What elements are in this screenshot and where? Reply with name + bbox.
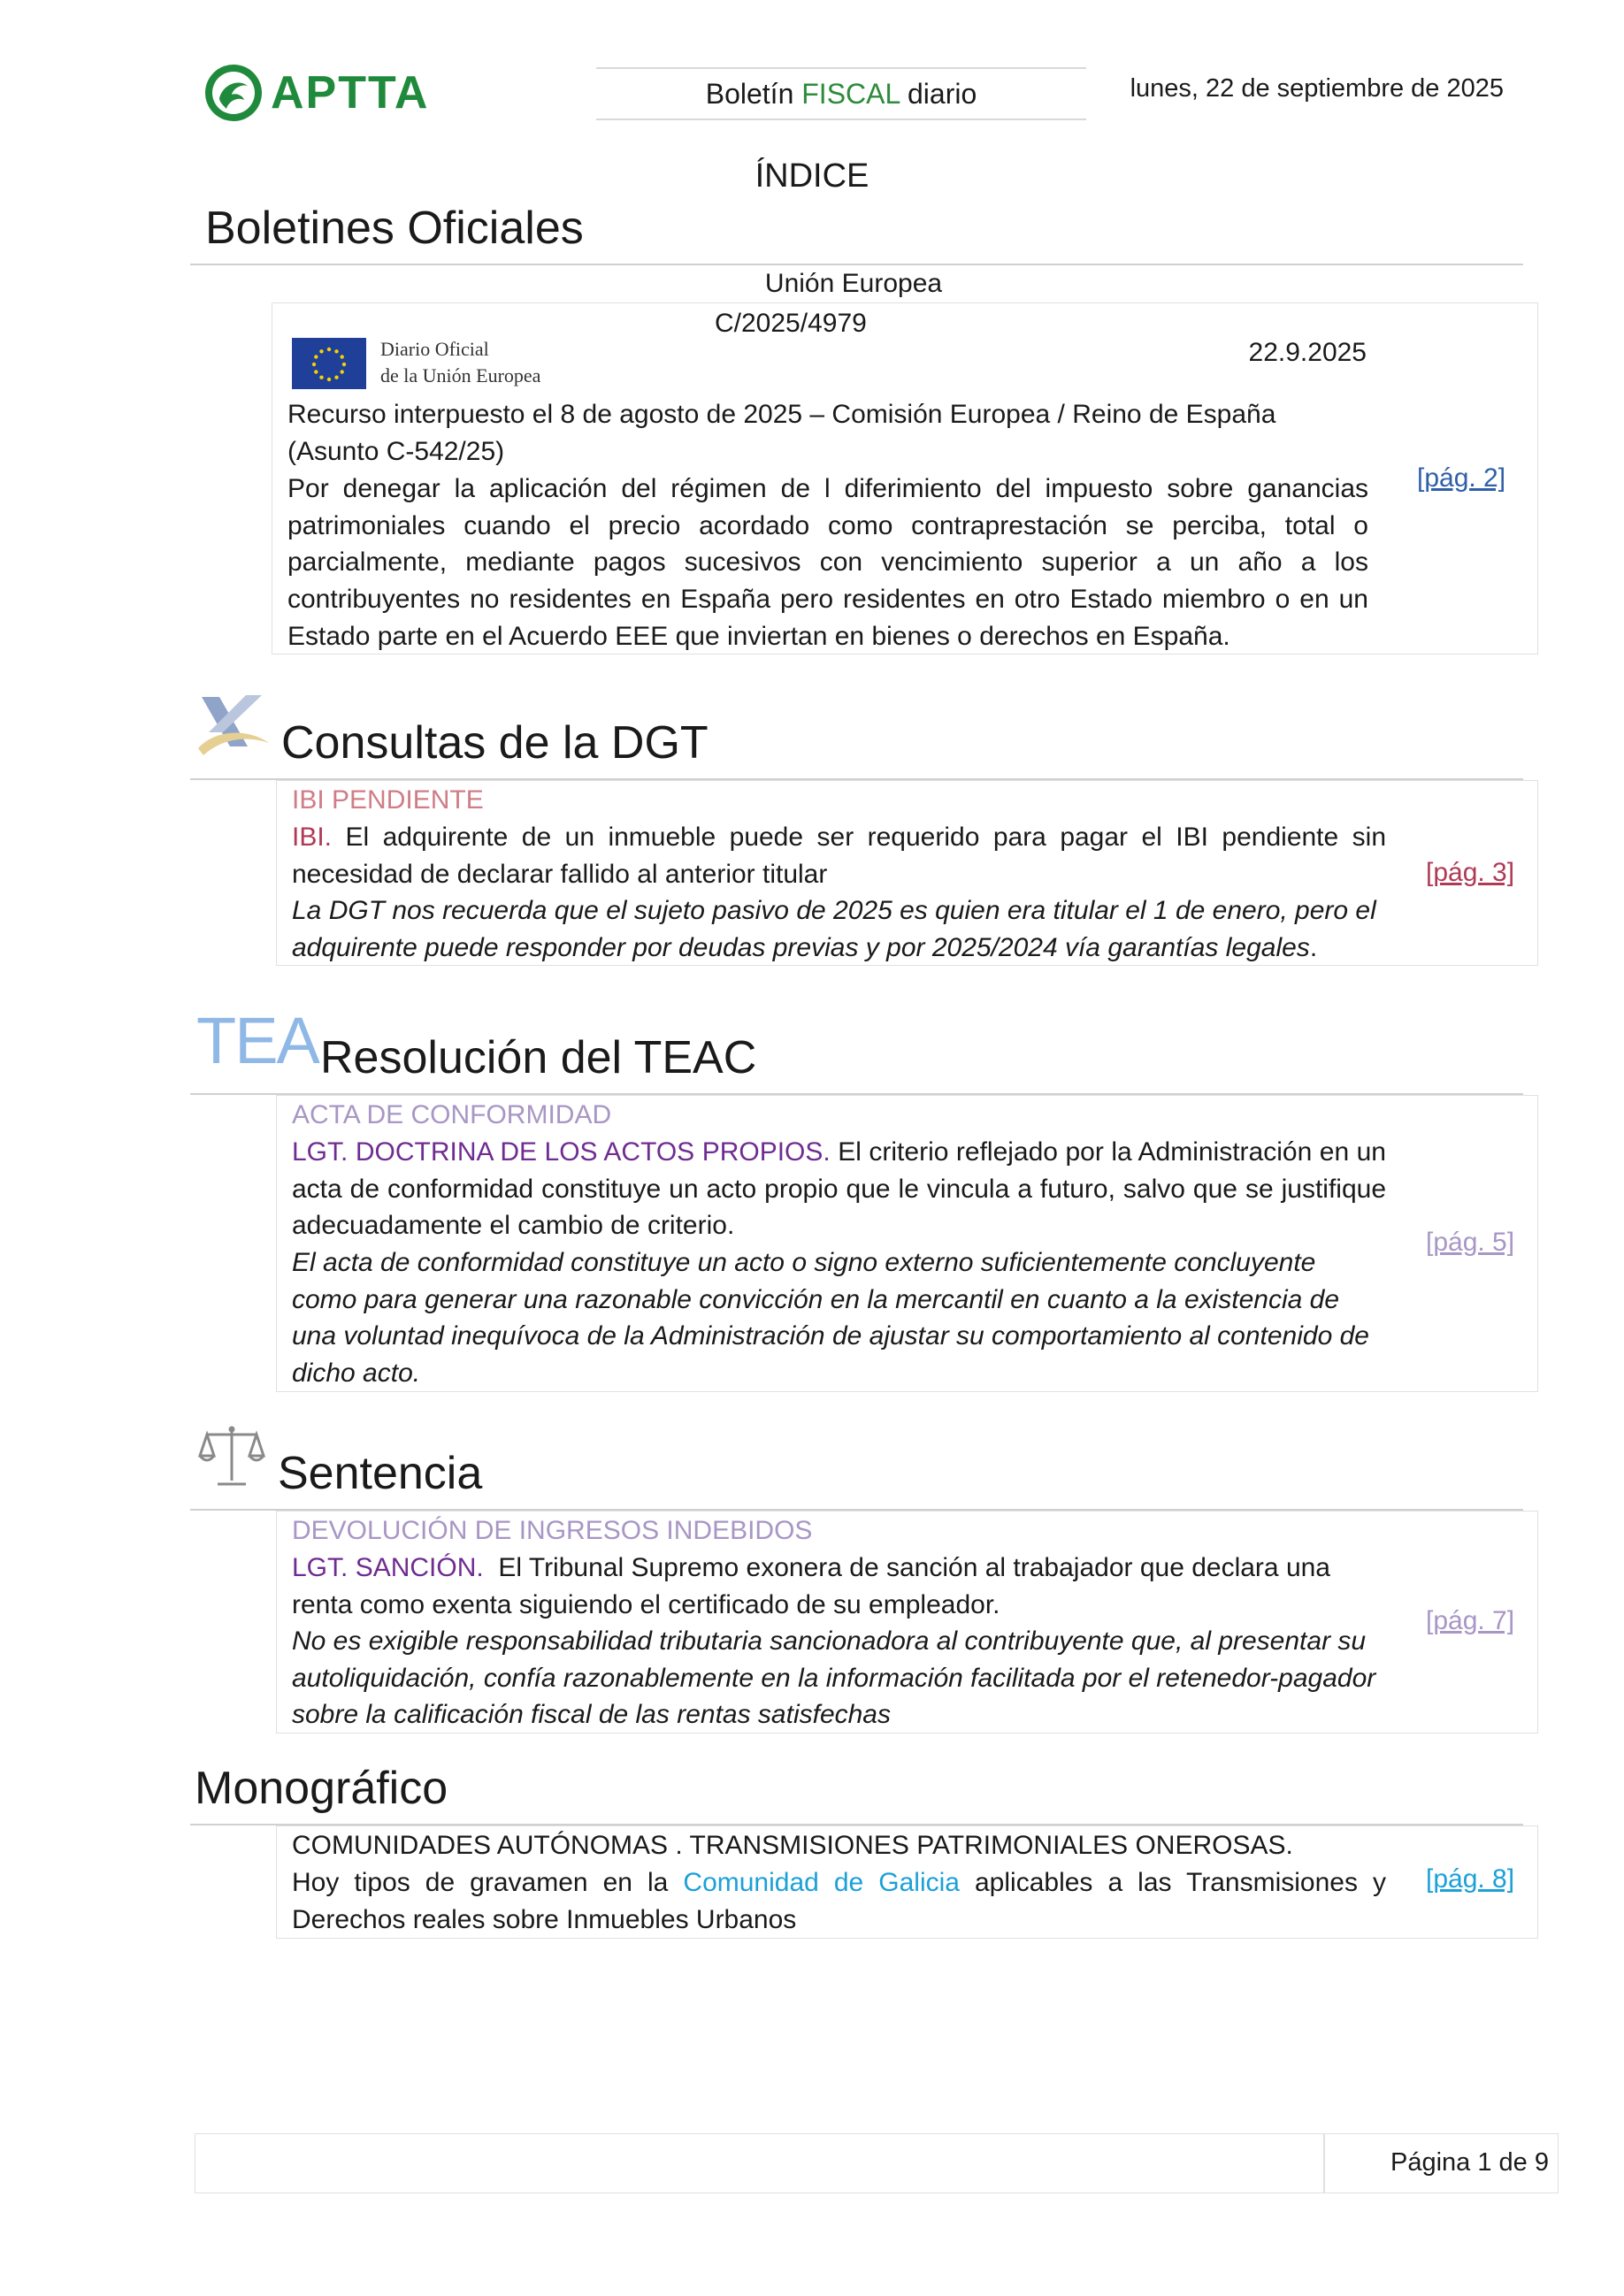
section-heading-monografico: Monográfico bbox=[195, 1763, 448, 1814]
monografico-pre: Hoy tipos de gravamen en la bbox=[292, 1868, 684, 1897]
section-heading-boletines: Boletines Oficiales bbox=[205, 203, 584, 254]
bulletin-title-post: diario bbox=[900, 78, 977, 110]
teac-summary-text: El criterio reflejado por la Administración en un acta de conformidad constituye un acto propio que le vincula a futuro, salvo que se justifique adecuadamente el cambio de criterio. bbox=[292, 1137, 1386, 1241]
journal-name-line1: Diario Oficial bbox=[380, 338, 489, 360]
sentencia-summary-text: El Tribunal Supremo exonera de sanción al trabajador que declara una renta como exenta siguiendo el certificado de su empleador. bbox=[292, 1553, 1338, 1619]
boletin-title-line2: (Asunto C-542/25) bbox=[287, 436, 505, 466]
page-link-monografico[interactable]: [pág. 8] bbox=[1426, 1864, 1515, 1894]
sentencia-lead: LGT. SANCIÓN. bbox=[292, 1553, 484, 1582]
doc-reference: C/2025/4979 bbox=[715, 309, 867, 338]
publication-date: 22.9.2025 bbox=[1248, 338, 1367, 367]
section-heading-teac: Resolución del TEAC bbox=[320, 1032, 757, 1083]
teac-kicker: ACTA DE CONFORMIDAD bbox=[292, 1100, 612, 1129]
dgt-summary-text: El adquirente de un inmueble puede ser requerido para pagar el IBI pendiente sin necesidad de declarar fallido al anterior titular bbox=[292, 823, 1386, 889]
monografico-highlight: Comunidad de Galicia bbox=[683, 1868, 960, 1897]
dgt-lead: IBI. bbox=[292, 823, 333, 852]
teac-commentary: El acta de conformidad constituye un acto o signo externo suficientemente concluyente como para generar una razonable convicción en la mercantil en cuanto a la existencia de una voluntad inequívoca de la Administración de ajustar su comportamiento al contenido de dicho acto. bbox=[292, 1248, 1369, 1389]
monografico-summary bbox=[292, 1864, 1386, 1938]
aptta-logo bbox=[203, 58, 460, 127]
aptta-emblem-icon bbox=[203, 63, 264, 123]
boletin-body: Por denegar la aplicación del régimen de l diferimiento del impuesto sobre ganancias patrimoniales cuando el precio acordado como contraprestación se perciba, total o parcialmente, mediante pagos sucesivos con vencimiento superior a un año a los contribuyentes no residentes en España pero residentes en otro Estado miembro o en un Estado parte en el Acuerdo EEE que inviertan en bienes o derechos en España. bbox=[287, 474, 1368, 651]
dgt-kicker: IBI PENDIENTE bbox=[292, 785, 484, 815]
eu-flag-icon bbox=[292, 338, 366, 389]
page-link-dgt[interactable]: [pág. 3] bbox=[1426, 858, 1515, 887]
boletin-title bbox=[287, 396, 1368, 470]
bulletin-title-fiscal: FISCAL bbox=[801, 78, 900, 110]
teac-lead: LGT. DOCTRINA DE LOS ACTOS PROPIOS. bbox=[292, 1137, 831, 1167]
aeat-logo-icon bbox=[196, 692, 271, 759]
dgt-italic: La DGT nos recuerda que el sujeto pasivo de 2025 es quien era titular el 1 de enero, pero el adquirente puede responder por deudas previas y por 2025/2024 vía garantías legales bbox=[292, 896, 1376, 962]
monografico-kicker: COMUNIDADES AUTÓNOMAS . TRANSMISIONES PATRIMONIALES ONEROSAS. bbox=[292, 1831, 1293, 1860]
scales-of-justice-icon bbox=[198, 1422, 265, 1489]
index-title: ÍNDICE bbox=[755, 157, 869, 195]
journal-name-line2: de la Unión Europea bbox=[380, 364, 541, 386]
page-link-boletin[interactable]: [pág. 2] bbox=[1417, 463, 1506, 493]
footer-bar bbox=[195, 2133, 1559, 2193]
dgt-commentary bbox=[292, 892, 1386, 966]
page-link-sentencia[interactable]: [pág. 7] bbox=[1426, 1606, 1515, 1635]
journal-name bbox=[380, 336, 540, 389]
dgt-summary bbox=[292, 819, 1386, 892]
boletin-title-line1: Recurso interpuesto el 8 de agosto de 2025 – Comisión Europea / Reino de España bbox=[287, 400, 1276, 429]
page-number: Página 1 de 9 bbox=[1390, 2148, 1549, 2177]
teac-summary bbox=[292, 1134, 1386, 1244]
region-subheading: Unión Europea bbox=[764, 269, 943, 298]
sentencia-commentary: No es exigible responsabilidad tributaria sancionadora al contribuyente que, al presentar su autoliquidación, confía razonablemente en la información facilitada por el retenedor-pagador sobre la calificación fiscal de las rentas satisfechas bbox=[292, 1626, 1376, 1730]
bulletin-title-pre: Boletín bbox=[705, 78, 802, 110]
page-link-teac[interactable]: [pág. 5] bbox=[1426, 1228, 1515, 1257]
sentencia-summary bbox=[292, 1550, 1386, 1623]
monografico-post: aplicables a las Transmisiones y Derechos reales sobre Inmuebles Urbanos bbox=[292, 1868, 1386, 1934]
section-heading-dgt: Consultas de la DGT bbox=[281, 717, 709, 769]
bulletin-title bbox=[596, 67, 1086, 120]
teac-logo-text: TEA bbox=[196, 1004, 318, 1077]
teac-logo bbox=[196, 1004, 318, 1077]
dgt-italic-end: . bbox=[1309, 932, 1318, 962]
header-date: lunes, 22 de septiembre de 2025 bbox=[1130, 74, 1504, 103]
logo-wordmark: APTTA bbox=[271, 67, 430, 119]
section-heading-sentencia: Sentencia bbox=[278, 1448, 483, 1499]
sentencia-kicker: DEVOLUCIÓN DE INGRESOS INDEBIDOS bbox=[292, 1516, 813, 1545]
footer-divider bbox=[1323, 2134, 1325, 2193]
